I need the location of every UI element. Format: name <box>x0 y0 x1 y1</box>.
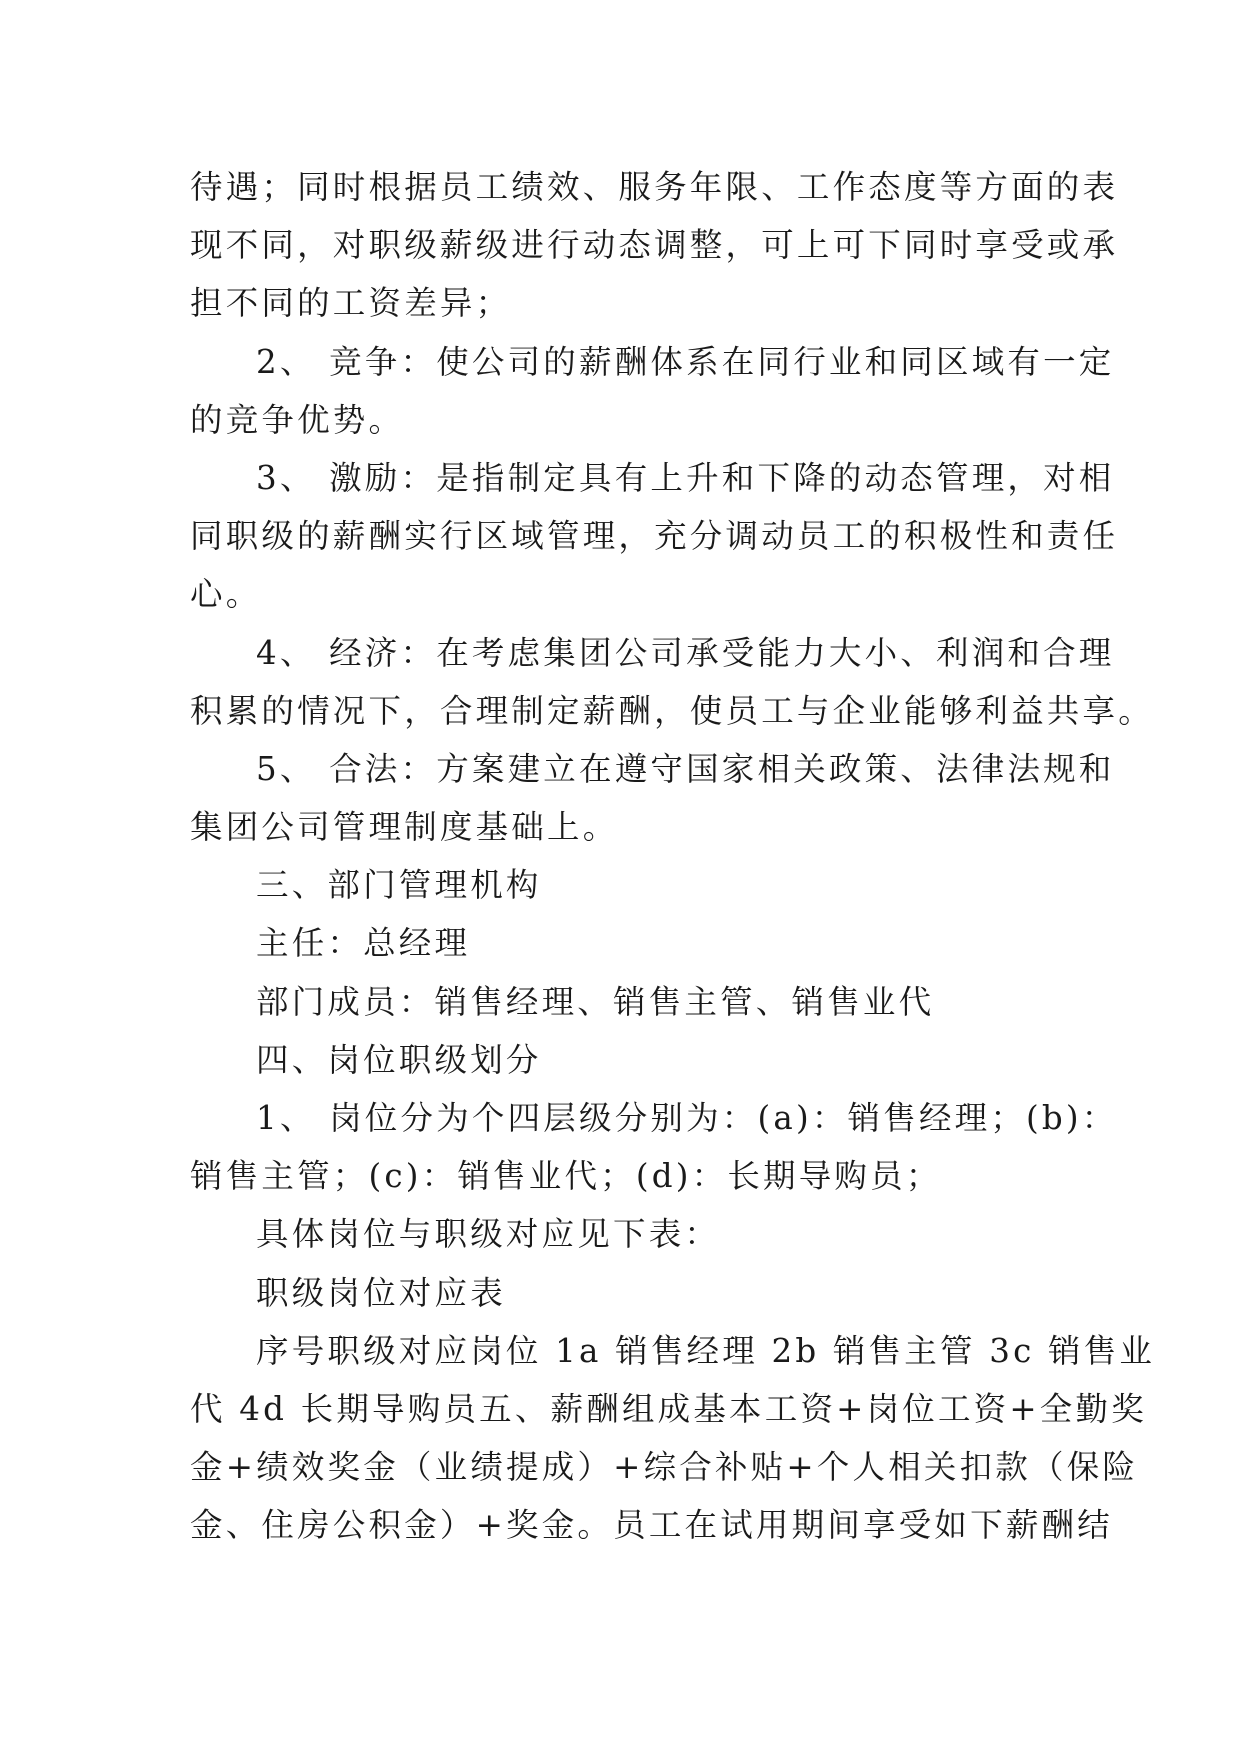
text-line: 销售主管；(c)：销售业代；(d)：长期导购员； <box>190 1157 942 1196</box>
text-line: 待遇；同时根据员工绩效、服务年限、工作态度等方面的表 <box>190 168 1119 206</box>
section-heading-dept: 三、部门管理机构 <box>256 866 542 905</box>
table-caption: 职级岗位对应表 <box>256 1273 506 1312</box>
text-line: 心。 <box>190 575 262 614</box>
document-body <box>190 158 1156 1555</box>
text-line: 金、住房公积金）+奖金。员工在试用期间享受如下薪酬结 <box>190 1506 1113 1545</box>
list-item-economy: 4、 经济：在考虑集团公司承受能力大小、利润和合理 <box>256 633 1115 672</box>
text-line: 现不同，对职级薪级进行动态调整，可上可下同时享受或承 <box>190 226 1119 265</box>
list-item-competition: 2、 竞争：使公司的薪酬体系在同行业和同区域有一定 <box>256 342 1115 381</box>
section-heading-grades: 四、岗位职级划分 <box>256 1040 542 1079</box>
text-line: 的竞争优势。 <box>190 400 405 439</box>
text-line: 担不同的工资差异； <box>190 284 512 323</box>
text-line: 金+绩效奖金（业绩提成）+综合补贴+个人相关扣款（保险 <box>190 1448 1139 1487</box>
text-line: 代 4d 长期导购员五、薪酬组成基本工资+岗位工资+全勤奖 <box>190 1389 1147 1428</box>
text-line: 集团公司管理制度基础上。 <box>190 808 619 847</box>
text-line: 序号职级对应岗位 1a 销售经理 2b 销售主管 3c 销售业 <box>256 1331 1156 1370</box>
list-item-legal: 5、 合法：方案建立在遵守国家相关政策、法律法规和 <box>256 749 1115 788</box>
text-line: 部门成员：销售经理、销售主管、销售业代 <box>256 982 935 1021</box>
text-line: 具体岗位与职级对应见下表： <box>256 1215 721 1254</box>
text-line: 积累的情况下，合理制定薪酬，使员工与企业能够利益共享。 <box>190 691 1154 730</box>
list-item-levels: 1、 岗位分为个四层级分别为：(a)：销售经理；(b)： <box>256 1099 1118 1137</box>
text-line: 主任：总经理 <box>256 924 471 963</box>
text-line: 同职级的薪酬实行区域管理，充分调动员工的积极性和责任 <box>190 517 1119 556</box>
list-item-incentive: 3、 激励：是指制定具有上升和下降的动态管理，对相 <box>256 458 1115 497</box>
